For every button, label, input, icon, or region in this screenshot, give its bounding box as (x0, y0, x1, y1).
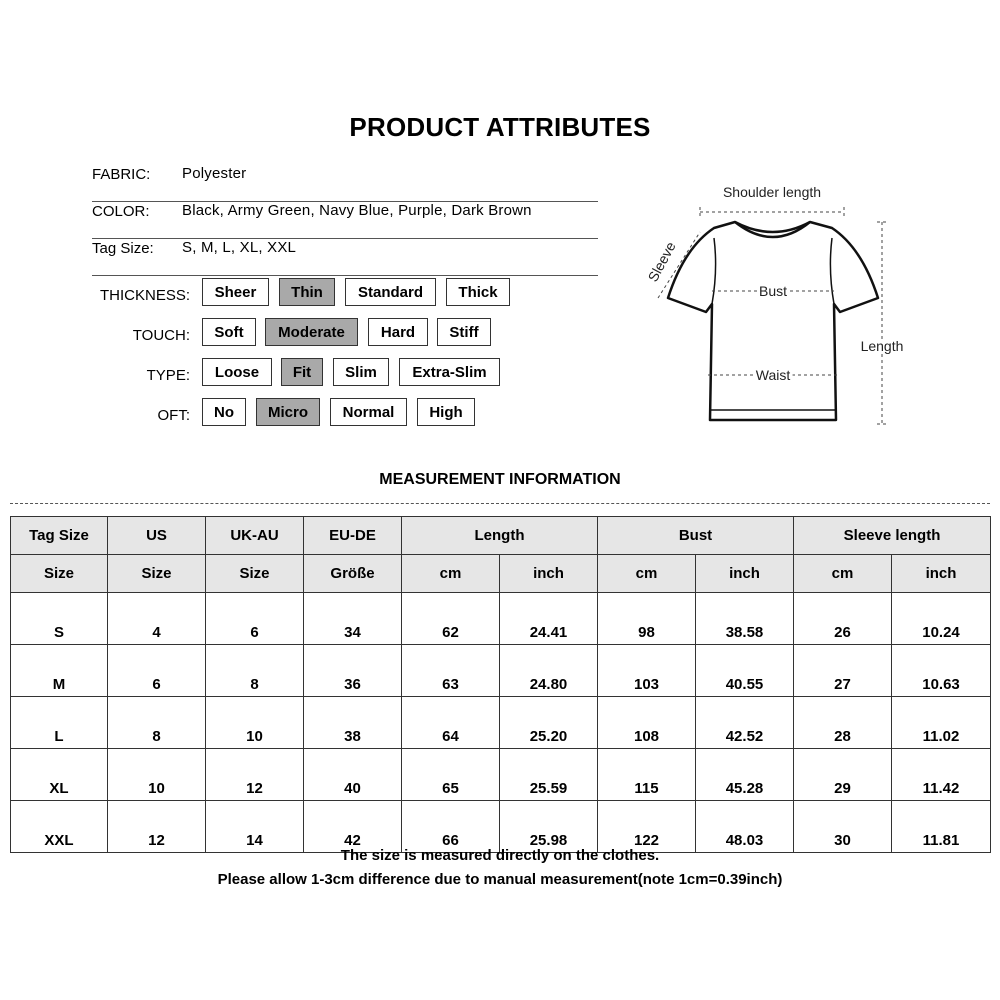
table-cell: 36 (304, 645, 402, 697)
table-cell: 26 (794, 593, 892, 645)
diagram-label-shoulder: Shoulder length (722, 184, 822, 200)
option-standard: Standard (345, 278, 436, 306)
table-cell: L (11, 697, 108, 749)
table-cell: 12 (108, 801, 206, 853)
table-cell: XL (11, 749, 108, 801)
table-row (11, 593, 991, 645)
table-cell: 42.52 (696, 697, 794, 749)
option-group-label: THICKNESS: (99, 287, 190, 304)
attribute-value: Polyester (182, 165, 247, 182)
table-cell: XXL (11, 801, 108, 853)
table-cell: 29 (794, 749, 892, 801)
table-cell: 66 (402, 801, 500, 853)
page-title: PRODUCT ATTRIBUTES (349, 112, 651, 142)
table-cell: 108 (598, 697, 696, 749)
table-subheader-row (11, 555, 991, 593)
dashed-divider (10, 503, 990, 504)
table-cell: 65 (402, 749, 500, 801)
table-row (11, 697, 991, 749)
option-moderate-selected: Moderate (265, 318, 358, 346)
column-header: EU-DE (304, 517, 402, 555)
table-row (11, 749, 991, 801)
column-header: US (108, 517, 206, 555)
column-subheader: cm (794, 555, 892, 593)
table-cell: 4 (108, 593, 206, 645)
option-normal: Normal (330, 398, 407, 426)
attribute-row-color (92, 202, 598, 239)
attribute-label: COLOR: (92, 203, 150, 220)
table-cell: 6 (206, 593, 304, 645)
table-cell: 38 (304, 697, 402, 749)
table-cell: 28 (794, 697, 892, 749)
column-subheader: Size (11, 555, 108, 593)
table-cell: 122 (598, 801, 696, 853)
table-cell: 42 (304, 801, 402, 853)
table-cell: 63 (402, 645, 500, 697)
table-header-row (11, 517, 991, 555)
table-cell: 10 (108, 749, 206, 801)
table-cell: 40.55 (696, 645, 794, 697)
column-subheader: inch (696, 555, 794, 593)
table-cell: 30 (794, 801, 892, 853)
table-cell: 48.03 (696, 801, 794, 853)
option-high: High (417, 398, 475, 426)
column-subheader: Size (206, 555, 304, 593)
column-subheader: inch (892, 555, 991, 593)
table-cell: 45.28 (696, 749, 794, 801)
table-cell: 14 (206, 801, 304, 853)
table-cell: 12 (206, 749, 304, 801)
option-stiff: Stiff (437, 318, 491, 346)
table-cell: 24.80 (500, 645, 598, 697)
column-header: Length (402, 517, 598, 555)
measurement-note: The size is measured directly on the clothes. (340, 847, 660, 864)
table-cell: 115 (598, 749, 696, 801)
option-loose: Loose (202, 358, 272, 386)
option-group-label: TOUCH: (132, 327, 190, 344)
option-soft: Soft (202, 318, 256, 346)
attribute-value: S, M, L, XL, XXL (182, 239, 297, 256)
table-cell: 8 (108, 697, 206, 749)
table-cell: M (11, 645, 108, 697)
table-cell: 6 (108, 645, 206, 697)
measurement-title: MEASUREMENT INFORMATION (379, 471, 621, 488)
option-extra-slim: Extra-Slim (399, 358, 500, 386)
table-cell: 25.20 (500, 697, 598, 749)
table-cell: 11.02 (892, 697, 991, 749)
table-cell: 10 (206, 697, 304, 749)
option-hard: Hard (368, 318, 428, 346)
option-no: No (202, 398, 246, 426)
option-group-label: OFT: (157, 407, 190, 424)
column-subheader: cm (598, 555, 696, 593)
diagram-label-sleeve: Sleeve (644, 238, 679, 285)
attribute-value: Black, Army Green, Navy Blue, Purple, Dark Brown (182, 202, 532, 219)
tshirt-measurement-diagram (640, 180, 920, 440)
table-cell: 40 (304, 749, 402, 801)
table-cell: 98 (598, 593, 696, 645)
column-subheader: cm (402, 555, 500, 593)
column-header: Bust (598, 517, 794, 555)
table-cell: 103 (598, 645, 696, 697)
table-cell: 27 (794, 645, 892, 697)
tshirt-icon (668, 222, 878, 420)
table-cell: 64 (402, 697, 500, 749)
option-group-label: TYPE: (146, 367, 190, 384)
table-row (11, 645, 991, 697)
table-cell: 24.41 (500, 593, 598, 645)
option-micro-selected: Micro (256, 398, 320, 426)
attribute-row-tag-size (92, 239, 598, 276)
measurement-disclaimer: Please allow 1-3cm difference due to manual measurement(note 1cm=0.39inch) (217, 871, 783, 888)
table-cell: 11.81 (892, 801, 991, 853)
column-subheader: inch (500, 555, 598, 593)
attribute-label: Tag Size: (92, 240, 154, 257)
attribute-label: FABRIC: (92, 166, 151, 183)
table-cell: 38.58 (696, 593, 794, 645)
diagram-label-bust: Bust (758, 283, 788, 299)
table-cell: 11.42 (892, 749, 991, 801)
table-cell: 25.59 (500, 749, 598, 801)
option-fit-selected: Fit (281, 358, 323, 386)
table-cell: 8 (206, 645, 304, 697)
column-header: Sleeve length (794, 517, 991, 555)
option-thick: Thick (446, 278, 510, 306)
option-thin-selected: Thin (279, 278, 335, 306)
table-cell: 34 (304, 593, 402, 645)
option-sheer: Sheer (202, 278, 269, 306)
table-cell: S (11, 593, 108, 645)
table-cell: 25.98 (500, 801, 598, 853)
table-cell: 62 (402, 593, 500, 645)
diagram-label-length: Length (860, 338, 904, 354)
column-header: Tag Size (11, 517, 108, 555)
column-header: UK-AU (206, 517, 304, 555)
measurement-table (10, 516, 991, 853)
attribute-row-fabric (92, 165, 598, 202)
column-subheader: Größe (304, 555, 402, 593)
table-cell: 10.63 (892, 645, 991, 697)
column-subheader: Size (108, 555, 206, 593)
table-row (11, 801, 991, 853)
table-cell: 10.24 (892, 593, 991, 645)
diagram-label-waist: Waist (755, 367, 791, 383)
option-slim: Slim (333, 358, 389, 386)
